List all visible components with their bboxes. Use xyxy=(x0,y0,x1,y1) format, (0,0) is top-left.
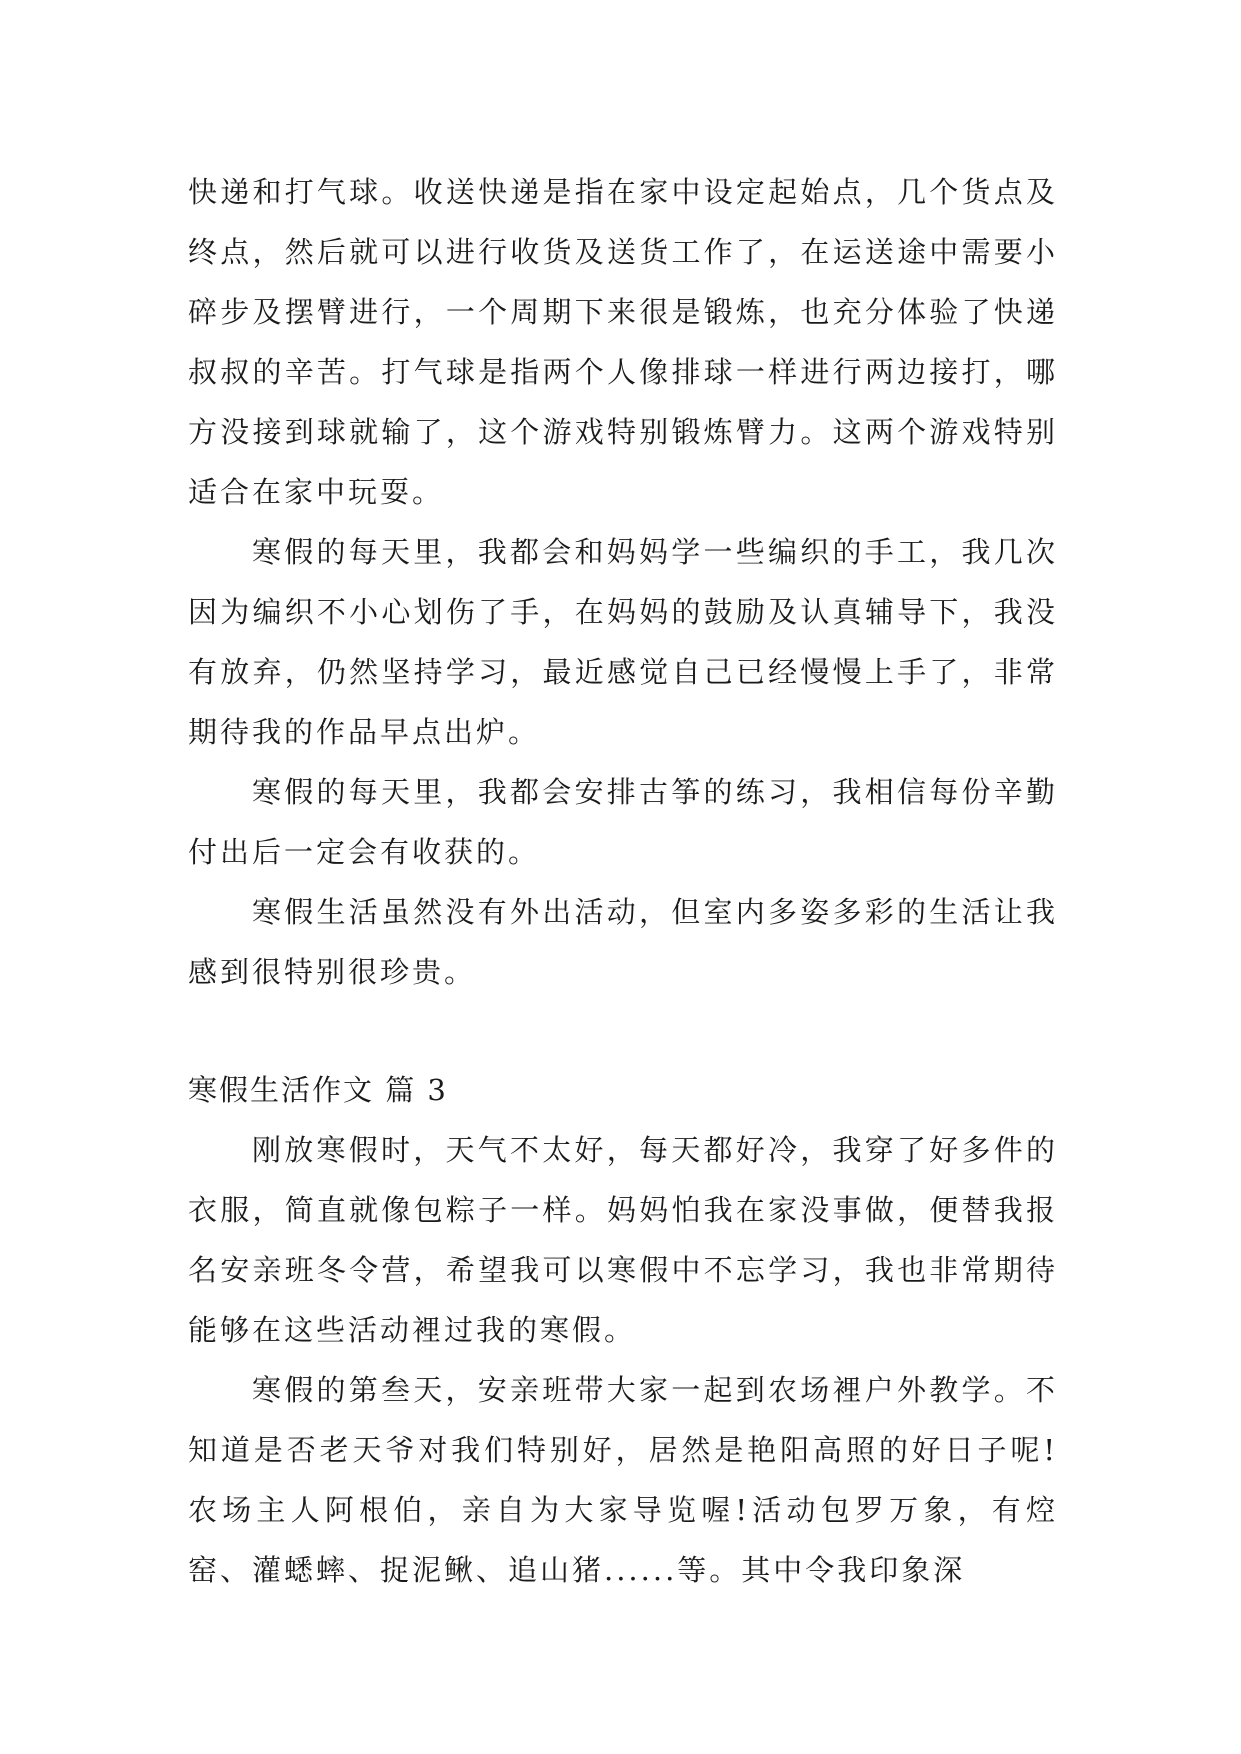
document-body xyxy=(188,162,1058,1600)
paragraph-2: 寒假的每天里，我都会和妈妈学一些编织的手工，我几次因为编织不小心划伤了手，在妈妈的鼓励及认真辅导下，我没有放弃，仍然坚持学习，最近感觉自己已经慢慢上手了，非常期待我的作品早点出炉。 xyxy=(188,535,1058,749)
paragraph-3: 寒假的每天里，我都会安排古筝的练习，我相信每份辛勤付出后一定会有收获的。 xyxy=(188,775,1058,869)
paragraph-6: 寒假的第叁天，安亲班带大家一起到农场裡户外教学。不知道是否老天爷对我们特别好，居然是艳阳高照的好日子呢!农场主人阿根伯，亲自为大家导览喔!活动包罗万象，有焢窑、灌蟋蟀、捉泥鳅、追山猪......等。其中令我印象深 xyxy=(188,1373,1058,1587)
paragraph-4: 寒假生活虽然没有外出活动，但室内多姿多彩的生活让我感到很特别很珍贵。 xyxy=(188,895,1058,989)
paragraph-1: 快递和打气球。收送快递是指在家中设定起始点，几个货点及终点，然后就可以进行收货及送货工作了，在运送途中需要小碎步及摆臂进行，一个周期下来很是锻炼，也充分体验了快递叔叔的辛苦。打气球是指两个人像排球一样进行两边接打，哪方没接到球就输了，这个游戏特别锻炼臂力。这两个游戏特别适合在家中玩耍。 xyxy=(188,175,1058,509)
section-heading: 寒假生活作文 篇 3 xyxy=(188,1073,448,1107)
paragraph-5: 刚放寒假时，天气不太好，每天都好冷，我穿了好多件的衣服，简直就像包粽子一样。妈妈怕我在家没事做，便替我报名安亲班冬令营，希望我可以寒假中不忘学习，我也非常期待能够在这些活动裡过我的寒假。 xyxy=(188,1133,1058,1347)
